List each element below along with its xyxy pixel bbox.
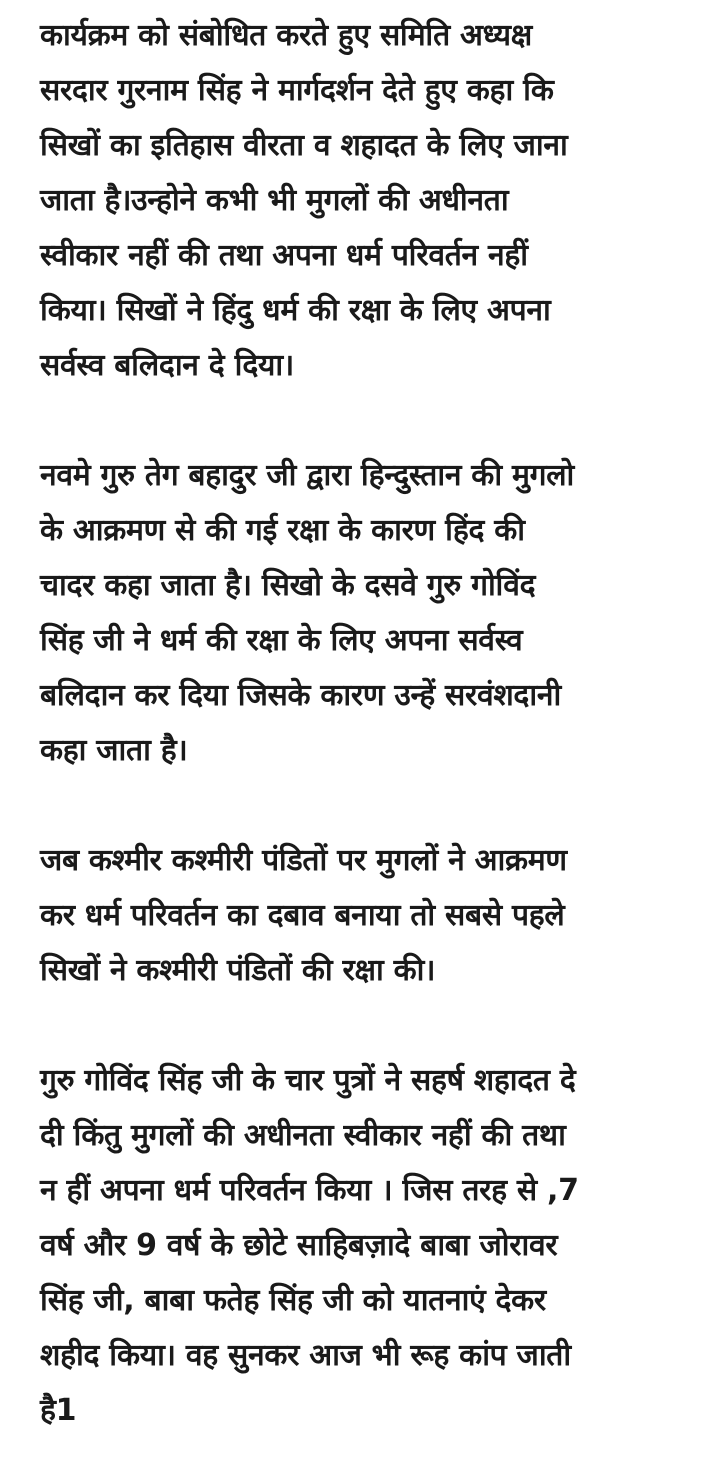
text-line: सिखों का इतिहास वीरता व शहादत के लिए जाना	[40, 128, 568, 163]
paragraph-4	[40, 1053, 695, 1438]
text-line: बलिदान कर दिया जिसके कारण उन्हें सरवंशदानी	[40, 678, 561, 713]
text-line: सर्वस्व बलिदान दे दिया।	[40, 348, 294, 383]
text-line: किया। सिखों ने हिंदु धर्म की रक्षा के लिए अपना	[40, 293, 551, 328]
text-line: के आक्रमण से की गई रक्षा के कारण हिंद की	[40, 513, 525, 548]
text-line: दी किंतु मुगलों की अधीनता स्वीकार नहीं की तथा	[40, 1118, 566, 1153]
text-line: स्वीकार नहीं की तथा अपना धर्म परिवर्तन नहीं	[40, 238, 528, 273]
text-line: कर धर्म परिवर्तन का दबाव बनाया तो सबसे पहले	[40, 898, 565, 933]
paragraph-2	[40, 448, 695, 778]
text-line: गुरु गोविंद सिंह जी के चार पुत्रों ने सहर्ष शहादत दे	[40, 1063, 576, 1098]
text-line: सिंह जी ने धर्म की रक्षा के लिए अपना सर्वस्व	[40, 623, 523, 658]
text-line: कहा जाता है।	[40, 733, 188, 768]
paragraph-1	[40, 8, 695, 393]
text-line: नवमे गुरु तेग बहादुर जी द्वारा हिन्दुस्तान की मुगलो	[40, 458, 575, 493]
text-line: सिखों ने कश्मीरी पंडितों की रक्षा की।	[40, 953, 436, 988]
text-line: कार्यक्रम को संबोधित करते हुए समिति अध्यक्ष	[40, 18, 532, 53]
text-line: शहीद किया। वह सुनकर आज भी रूह कांप जाती	[40, 1338, 571, 1373]
text-line: चादर कहा जाता है। सिखो के दसवे गुरु गोविंद	[40, 568, 536, 603]
article-body	[40, 8, 695, 1438]
text-line: न हीं अपना धर्म परिवर्तन किया । जिस तरह से ,7	[40, 1173, 579, 1208]
text-line: सिंह जी, बाबा फतेह सिंह जी को यातनाएं देकर	[40, 1283, 546, 1318]
text-line: जाता है।उन्होने कभी भी मुगलों की अधीनता	[40, 183, 509, 218]
text-line: है1	[40, 1393, 77, 1428]
text-line: सरदार गुरनाम सिंह ने मार्गदर्शन देते हुए कहा कि	[40, 73, 554, 108]
paragraph-3	[40, 833, 695, 998]
text-line: जब कश्मीर कश्मीरी पंडितों पर मुगलों ने आक्रमण	[40, 843, 567, 878]
text-line: वर्ष और 9 वर्ष के छोटे साहिबज़ादे बाबा जोरावर	[40, 1228, 558, 1263]
